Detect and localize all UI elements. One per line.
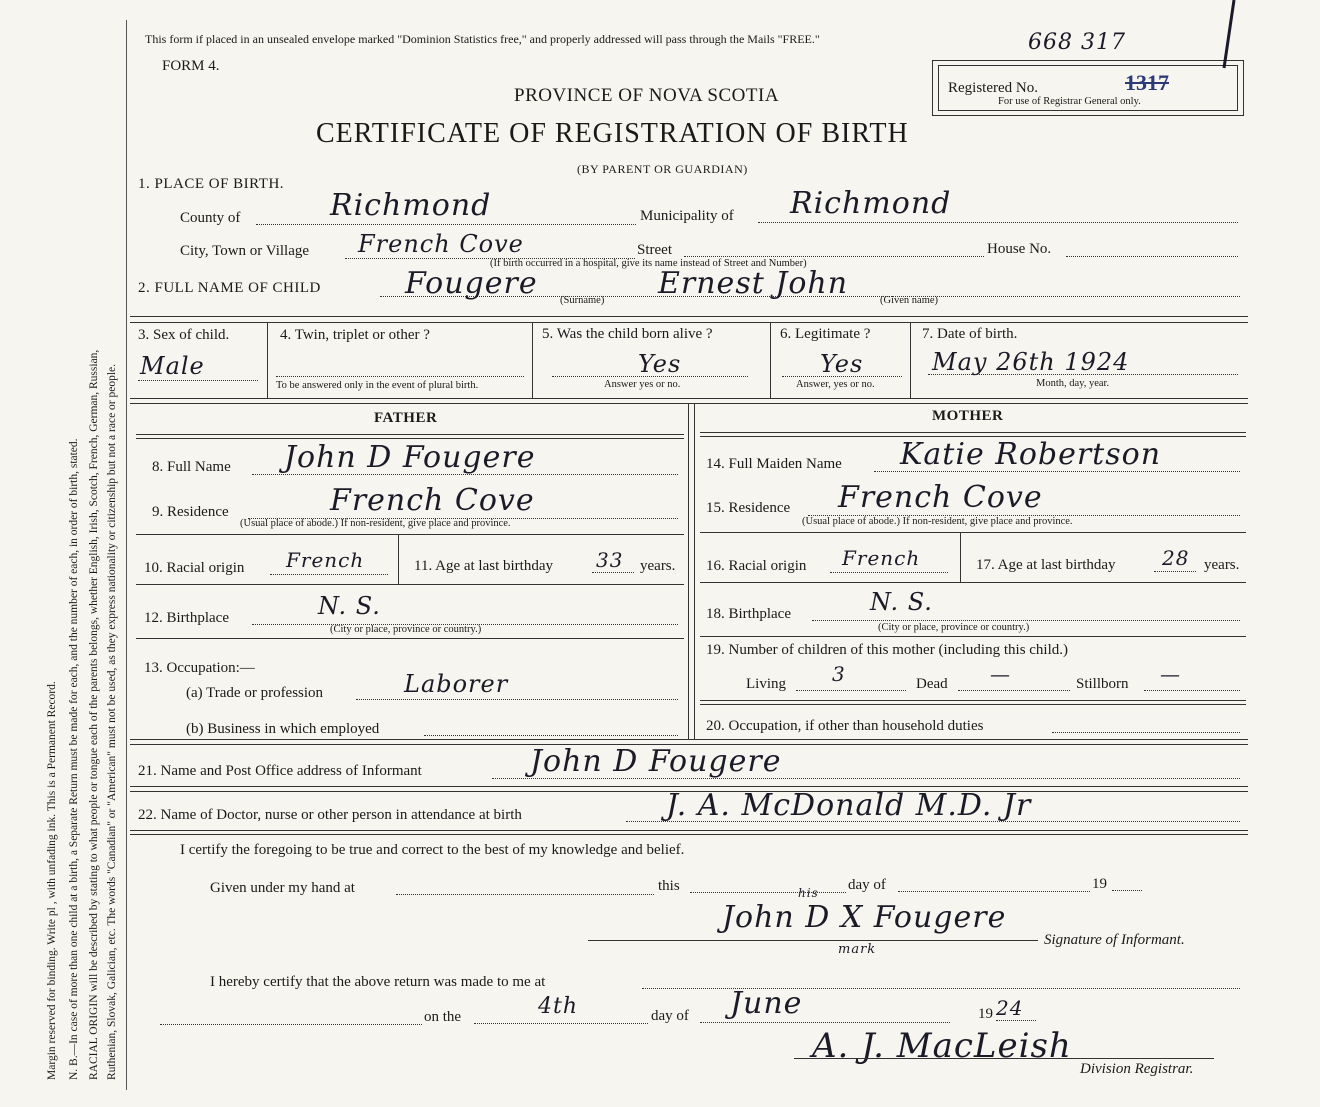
city-label: City, Town or Village (180, 243, 310, 259)
legitimate-label: 6. Legitimate ? (780, 326, 871, 342)
margin-note: Margin reserved for binding. Write pl , with unfading ink. This is a Permanent Record. (46, 681, 58, 1080)
certify-statement: I certify the foregoing to be true and correct to the best of my knowledge and belief. (180, 842, 685, 858)
certificate-title: CERTIFICATE OF REGISTRATION OF BIRTH (316, 118, 909, 149)
county-label: County of (180, 210, 241, 226)
father-name-value: John D Fougere (284, 440, 536, 475)
stillborn-value: — (1160, 662, 1181, 686)
year-prefix: 19 (1092, 876, 1107, 892)
father-race-label: 10. Racial origin (144, 560, 245, 576)
dead-value: — (990, 662, 1011, 686)
registered-value: 1317 (1125, 70, 1169, 95)
informant-value: John D Fougere (530, 744, 782, 779)
living-label: Living (746, 676, 786, 692)
on-the-label: on the (424, 1009, 462, 1025)
informant-signature: John D X Fougere (722, 900, 1007, 935)
father-occupation-label: 13. Occupation:— (144, 660, 255, 676)
father-heading: FATHER (374, 410, 438, 426)
municipality-value: Richmond (790, 186, 952, 221)
alive-label: 5. Was the child born alive ? (542, 326, 713, 342)
doctor-value: J. A. McDonald M.D. Jr (666, 788, 1032, 823)
sex-value: Male (140, 352, 205, 380)
county-value: Richmond (330, 188, 492, 223)
mother-age-value: 28 (1162, 546, 1190, 570)
given-at-label: Given under my hand at (210, 880, 355, 896)
mother-age-unit: years. (1204, 557, 1240, 573)
ink-stroke-icon (1216, 0, 1240, 70)
surname-note: (Surname) (560, 295, 605, 306)
child-surname-value: Fougere (405, 266, 538, 301)
legitimate-value: Yes (820, 350, 864, 378)
mother-birthplace-value: N. S. (870, 588, 933, 616)
margin-notes (0, 0, 132, 1107)
father-residence-label: 9. Residence (152, 504, 229, 520)
mother-occupation-label: 20. Occupation, if other than household duties (706, 718, 984, 734)
twin-label: 4. Twin, triplet or other ? (280, 327, 430, 343)
form-number: FORM 4. (162, 58, 220, 74)
legitimate-note: Answer, yes or no. (796, 379, 875, 390)
father-birthplace-label: 12. Birthplace (144, 610, 229, 626)
father-age-unit: years. (640, 558, 676, 574)
dob-value: May 26th 1924 (932, 348, 1130, 376)
child-given-value: Ernest John (658, 266, 849, 301)
mother-race-value: French (842, 546, 921, 570)
year2-prefix: 19 (978, 1006, 993, 1022)
stillborn-label: Stillborn (1076, 676, 1129, 692)
nb-note: N. B.—In case of more than one child at a birth, a Separate Return must be made for each, and the number of each, in order of birth, stated. (68, 438, 80, 1080)
province-heading: PROVINCE OF NOVA SCOTIA (514, 85, 780, 106)
father-age-value: 33 (596, 548, 624, 572)
father-race-value: French (286, 548, 365, 572)
this-label: this (658, 878, 680, 894)
mail-note: This form if placed in an unsealed envelope marked "Dominion Statistics free," and properly addressed will pass through the Mails "FREE." (145, 32, 820, 46)
signature-his: his (798, 886, 819, 900)
registrar-signature: A. J. MacLeish (812, 1026, 1072, 1066)
racial-origin-note-2: Ruthenian, Slovak, Galician, etc. The words "Canadian" or "American" must not be used, as they express nationality or citizenship but not a race or people. (106, 363, 118, 1080)
dob-note: Month, day, year. (1036, 378, 1110, 389)
registered-label: Registered No. (948, 80, 1038, 96)
alive-note: Answer yes or no. (604, 379, 681, 390)
twin-note: To be answered only in the event of plural birth. (276, 380, 479, 391)
mother-heading: MOTHER (932, 408, 1004, 424)
mother-residence-label: 15. Residence (706, 500, 791, 516)
signature-mark: mark (838, 942, 877, 957)
mother-name-value: Katie Robertson (900, 437, 1162, 472)
father-birthplace-value: N. S. (318, 592, 381, 620)
certificate-subtitle: (BY PARENT OR GUARDIAN) (577, 162, 748, 176)
father-residence-note: (Usual place of abode.) If non-resident, give place and province. (240, 518, 511, 529)
sex-label: 3. Sex of child. (138, 327, 230, 343)
place-of-birth-label: 1. PLACE OF BIRTH. (138, 176, 285, 192)
division-registrar-label: Division Registrar. (1080, 1061, 1194, 1077)
mother-residence-note: (Usual place of abode.) If non-resident, give place and province. (802, 516, 1073, 527)
mother-birthplace-label: 18. Birthplace (706, 606, 791, 622)
month-value: June (730, 986, 803, 1021)
dob-label: 7. Date of birth. (922, 326, 1018, 342)
father-residence-value: French Cove (330, 483, 535, 518)
on-the-value: 4th (538, 994, 579, 1019)
child-name-label: 2. FULL NAME OF CHILD (138, 280, 321, 296)
living-value: 3 (832, 662, 846, 686)
day-of-2-label: day of (651, 1008, 689, 1024)
house-no-label: House No. (987, 241, 1052, 257)
racial-origin-note-1: RACIAL ORIGIN will be described by stating to what people or tongue each of the parents belongs, whether English, Irish, Scotch, French, German, Russian, (88, 349, 100, 1080)
day-of-label: day of (848, 877, 886, 893)
mother-birthplace-note: (City or place, province or country.) (878, 622, 1030, 633)
mother-name-label: 14. Full Maiden Name (706, 456, 842, 472)
children-count-label: 19. Number of children of this mother (including this child.) (706, 642, 1069, 658)
year2-value: 24 (996, 996, 1024, 1020)
father-birthplace-note: (City or place, province or country.) (330, 624, 482, 635)
informant-signature-label: Signature of Informant. (1044, 932, 1185, 948)
trade-label: (a) Trade or profession (186, 685, 324, 701)
handwritten-number: 668 317 (1028, 30, 1126, 55)
hereby-certify: I hereby certify that the above return was made to me at (210, 974, 546, 990)
business-label: (b) Business in which employed (186, 721, 380, 737)
municipality-label: Municipality of (640, 208, 734, 224)
given-name-note: (Given name) (880, 295, 939, 306)
street-label: Street (637, 242, 672, 258)
city-value: French Cove (358, 230, 524, 258)
doctor-label: 22. Name of Doctor, nurse or other person in attendance at birth (138, 807, 522, 823)
father-age-label: 11. Age at last birthday (414, 558, 553, 574)
father-name-label: 8. Full Name (152, 459, 231, 475)
mother-residence-value: French Cove (838, 480, 1043, 515)
alive-value: Yes (638, 350, 682, 378)
registrar-use-note: For use of Registrar General only. (998, 96, 1141, 107)
mother-age-label: 17. Age at last birthday (976, 557, 1116, 573)
mother-race-label: 16. Racial origin (706, 558, 807, 574)
dead-label: Dead (916, 676, 948, 692)
hospital-note: (If birth occurred in a hospital, give its name instead of Street and Number) (490, 258, 807, 269)
trade-value: Laborer (404, 670, 509, 698)
informant-label: 21. Name and Post Office address of Informant (138, 763, 422, 779)
